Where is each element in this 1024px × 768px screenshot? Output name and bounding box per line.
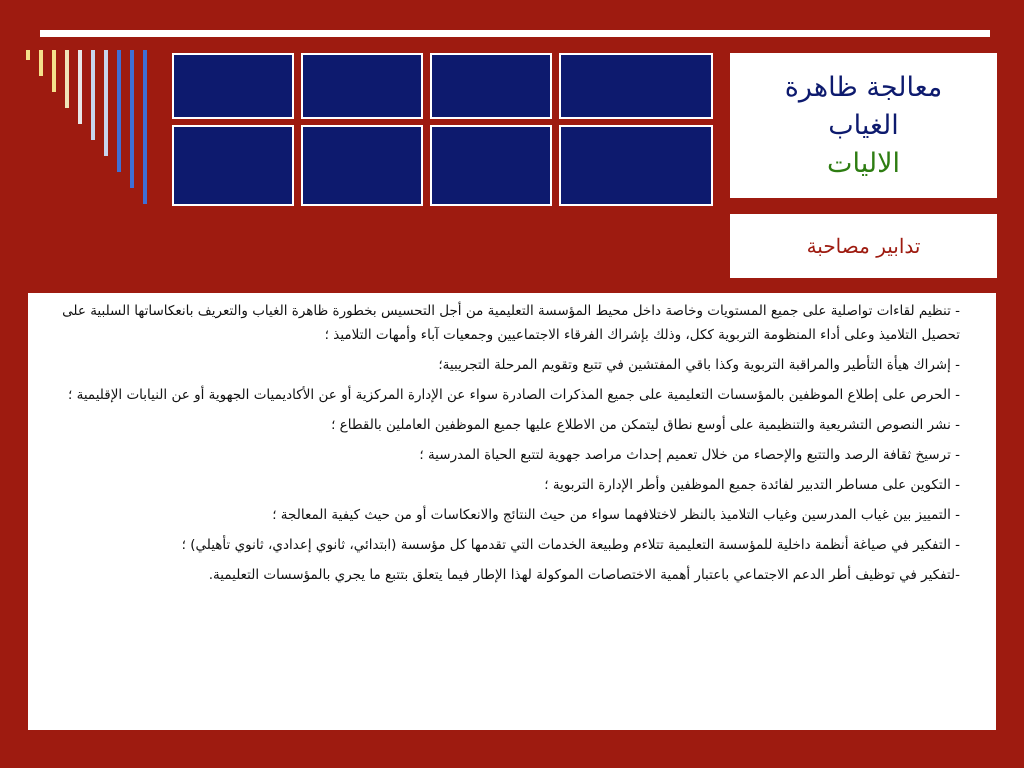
title-accent: الاليات [827, 147, 900, 179]
stripe [39, 50, 43, 76]
title-line-2: الغياب [828, 109, 899, 141]
top-divider [40, 30, 990, 37]
stripe [26, 50, 30, 60]
list-item: -لتفكير في توظيف أطر الدعم الاجتماعي باعتبار أهمية الاختصاصات الموكولة لهذا الإطار فيما يتعلق بتتبع ما يجري بالمؤسسات التعليمية. [208, 567, 960, 583]
stripe [65, 50, 69, 108]
subtitle-panel [730, 214, 997, 278]
list-item: - التفكير في صياغة أنظمة داخلية للمؤسسة التعليمية تتلاءم وطبيعة الخدمات التي تقدمها كل مؤسسة (ابتدائي، ثانوي إعدادي، ثانوي تأهيلي) ؛ [181, 537, 960, 553]
grid-tile [559, 53, 713, 119]
list-item: - تنظيم لقاءات تواصلية على جميع المستويات وخاصة داخل محيط المؤسسة التعليمية من أجل التحسيس بخطورة ظاهرة الغياب والتعريف بانعكاساتها السلبية على تحصيل التلاميذ وعلى أداء المنظومة التربوية ككل، وذلك بإشراك الفرقاء الاجتماعيين وجمعيات آباء وأمهات التلاميذ ؛ [62, 303, 960, 343]
list-item: - التكوين على مساطر التدبير لفائدة جميع الموظفين وأطر الإدارة التربوية ؛ [544, 477, 960, 493]
title-panel [730, 53, 997, 198]
stripe [104, 50, 108, 156]
stripe [52, 50, 56, 92]
list-item: - إشراك هيأة التأطير والمراقبة التربوية وكذا باقي المفتشين في تتبع وتقويم المرحلة التجريبية؛ [438, 357, 960, 373]
grid-tile [172, 125, 294, 206]
content-panel [28, 293, 996, 730]
grid-tile [301, 125, 423, 206]
stripe [91, 50, 95, 140]
stripe [130, 50, 134, 188]
list-item: - التمييز بين غياب المدرسين وغياب التلاميذ بالنظر لاختلافهما سواء من حيث النتائج والانعكاسات أو من حيث كيفية المعالجة ؛ [272, 507, 960, 523]
grid-tile [301, 53, 423, 119]
stripe [117, 50, 121, 172]
subtitle: تدابير مصاحبة [806, 234, 921, 258]
grid-tile [430, 125, 552, 206]
grid-tile [430, 53, 552, 119]
grid-tile [559, 125, 713, 206]
stripe [143, 50, 147, 204]
tile-grid [172, 53, 713, 206]
list-item: - الحرص على إطلاع الموظفين بالمؤسسات التعليمية على جميع المذكرات الصادرة سواء عن الإدارة المركزية أو عن الأكاديميات الجهوية أو عن النيابات الإقليمية ؛ [68, 387, 960, 403]
title-line-1: معالجة ظاهرة [784, 71, 943, 103]
list-item: - نشر النصوص التشريعية والتنظيمية على أوسع نطاق ليتمكن من الاطلاع عليها جميع الموظفين العاملين بالقطاع ؛ [331, 417, 960, 433]
list-item: - ترسيخ ثقافة الرصد والتتبع والإحصاء من خلال تعميم إحداث مراصد جهوية لتتبع الحياة المدرسية ؛ [419, 447, 960, 463]
grid-tile [172, 53, 294, 119]
stripe [78, 50, 82, 124]
measures-list [38, 299, 960, 587]
